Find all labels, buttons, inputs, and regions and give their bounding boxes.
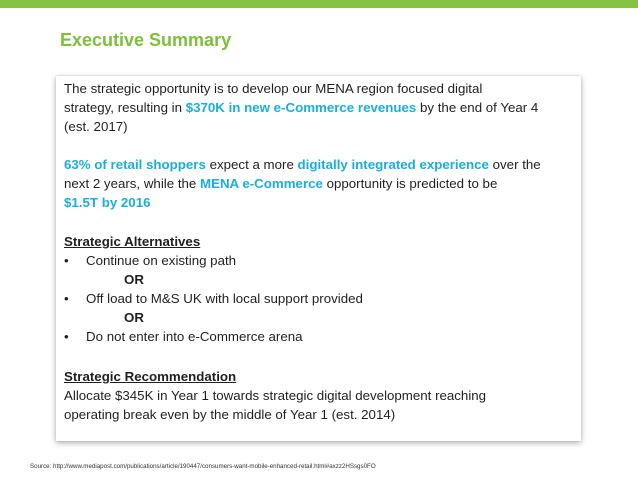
para2-text: next 2 years, while the — [64, 176, 200, 191]
alternative-text: Do not enter into e-Commerce arena — [86, 329, 303, 344]
shoppers-highlight: 63% of retail shoppers — [64, 157, 206, 172]
revenue-highlight: $370K in new e-Commerce revenues — [185, 100, 417, 115]
alternatives-heading: Strategic Alternatives — [64, 234, 201, 249]
para1-text: by the end of Year 4 — [416, 100, 539, 115]
para2-text: expect a more — [205, 157, 298, 172]
mena-highlight: MENA e-Commerce — [200, 176, 323, 191]
alternative-item — [64, 252, 573, 269]
para1-text: (est. 2017) — [64, 119, 128, 134]
experience-highlight: digitally integrated experience — [297, 157, 489, 172]
para2-text: opportunity is predicted to be — [322, 176, 498, 191]
recommendation-line1: Allocate $345K in Year 1 towards strategic digital development reaching — [64, 388, 487, 403]
para1-line3 — [64, 118, 573, 135]
recommendation-heading: Strategic Recommendation — [64, 369, 237, 384]
alternative-text: Off load to M&S UK with local support provided — [86, 291, 363, 306]
top-accent-bar — [0, 0, 638, 8]
para2-line1 — [64, 156, 573, 173]
market-size-highlight: $1.5T by 2016 — [64, 195, 151, 210]
alternative-text: Continue on existing path — [86, 253, 237, 268]
content-box — [56, 76, 581, 441]
para2-line3 — [64, 194, 573, 211]
bullet-icon: • — [64, 329, 69, 344]
alternative-item — [64, 328, 573, 345]
source-citation: Source: http://www.mediapost.com/publications/article/190447/consumers-want-mobile-enhanced-retail.html#axzz2HSsgs0FO — [30, 463, 376, 470]
para1-text: The strategic opportunity is to develop our MENA region focused digital — [64, 81, 483, 96]
para2-text: over the — [488, 157, 541, 172]
recommendation-line2: operating break even by the middle of Year 1 (est. 2014) — [64, 407, 396, 422]
or-separator: OR — [124, 310, 144, 325]
bullet-icon: • — [64, 253, 69, 268]
para1-line1 — [64, 80, 573, 97]
para2-line2 — [64, 175, 573, 192]
para1-line2 — [64, 99, 573, 116]
or-separator: OR — [124, 272, 144, 287]
alternative-item — [64, 290, 573, 307]
slide-title: Executive Summary — [60, 30, 232, 50]
para1-text: strategy, resulting in — [64, 100, 186, 115]
bullet-icon: • — [64, 291, 69, 306]
